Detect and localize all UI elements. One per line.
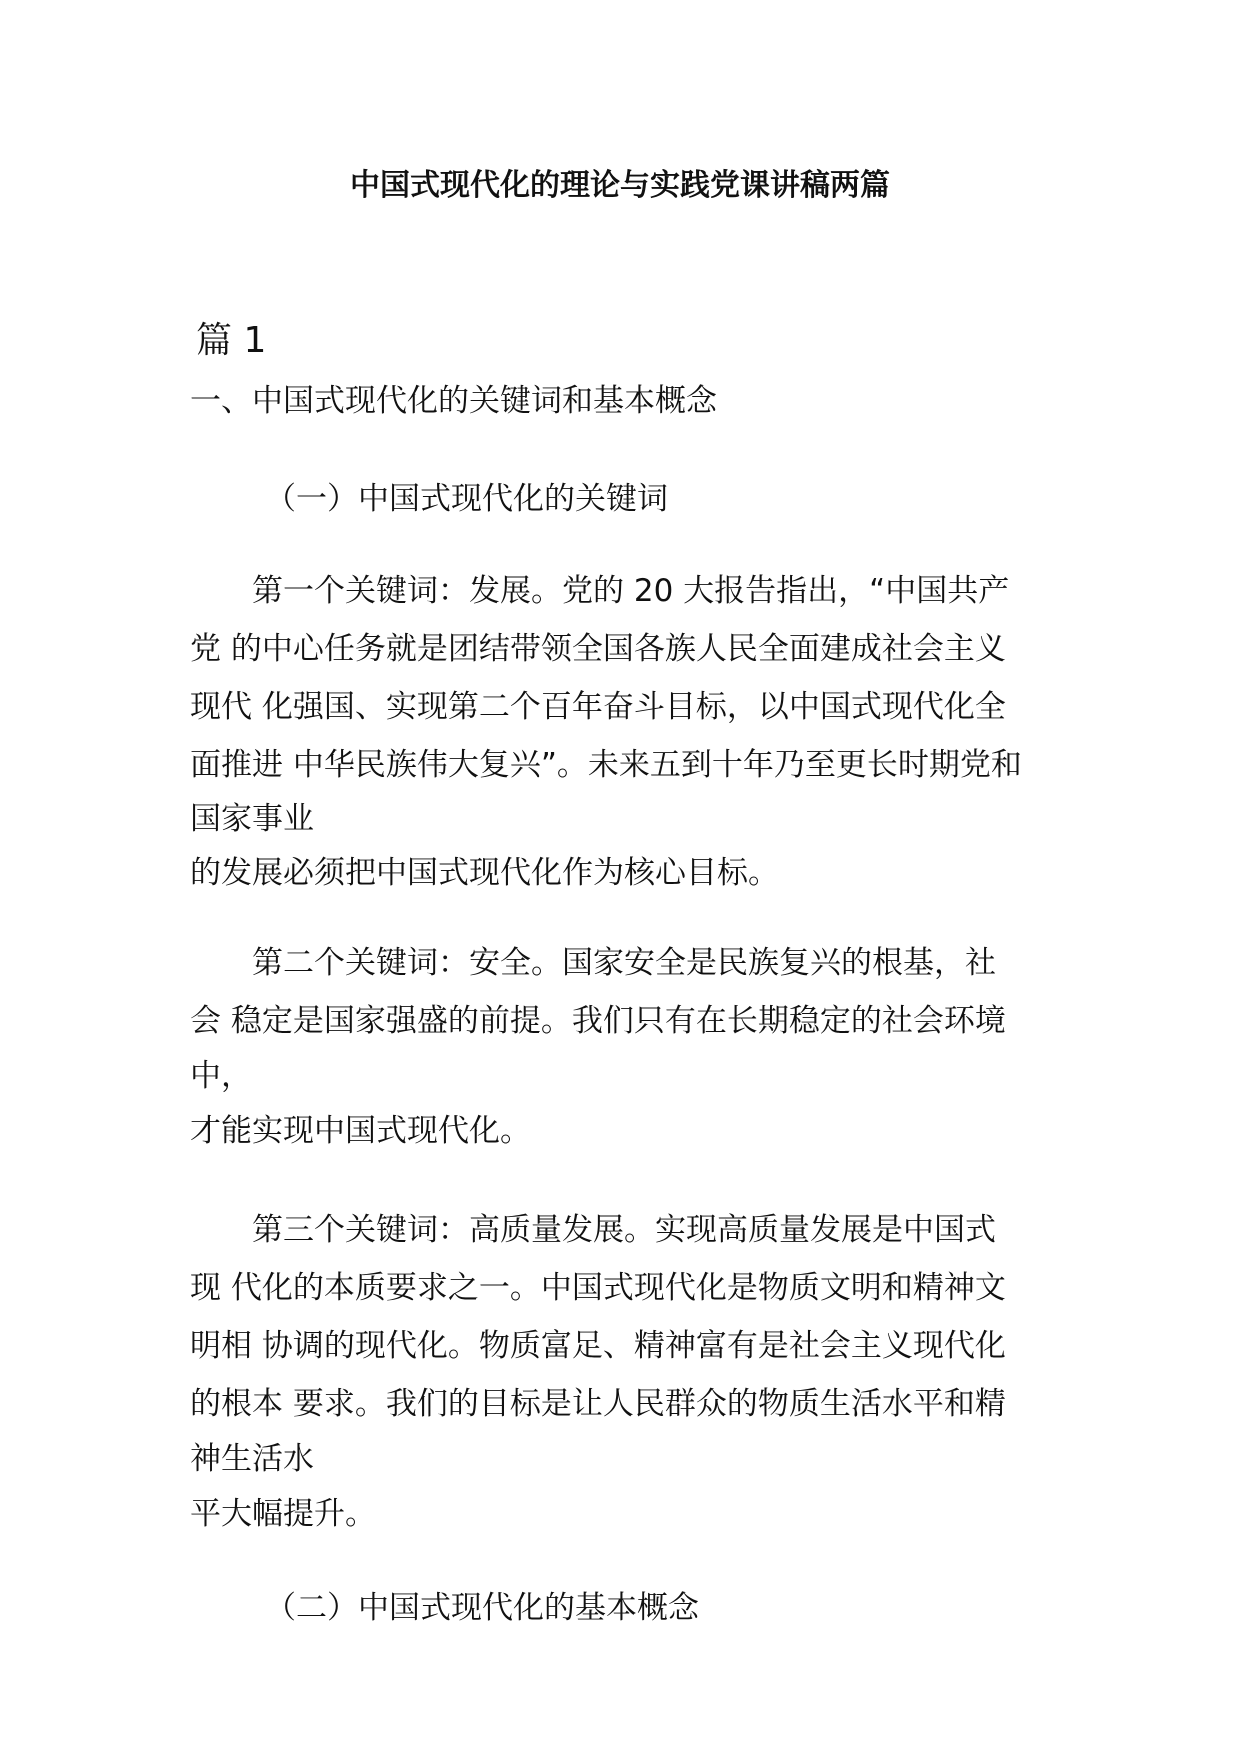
paragraph-line: 现 代化的本质要求之一。中国式现代化是物质文明和精神文 [190,1270,1006,1306]
subsection-heading-1: （一）中国式现代化的关键词 [265,481,668,517]
document-title: 中国式现代化的理论与实践党课讲稿两篇 [350,168,890,203]
paragraph-line: 第一个关键词：发展。党的 20 大报告指出，“中国共产 [190,573,1010,609]
part-heading: 篇 1 [196,320,267,361]
section-heading: 一、中国式现代化的关键词和基本概念 [190,383,717,419]
paragraph-line: 明相 协调的现代化。物质富足、精神富有是社会主义现代化 [190,1328,1006,1364]
paragraph-line: 才能实现中国式现代化。 [190,1113,531,1149]
paragraph-line: 神生活水 [190,1441,314,1477]
paragraph-line: 的发展必须把中国式现代化作为核心目标。 [190,855,779,891]
paragraph-line: 中， [190,1058,252,1094]
paragraph-line: 第二个关键词：安全。国家安全是民族复兴的根基，社 [190,945,996,981]
paragraph-line: 国家事业 [190,801,314,837]
subsection-heading-2: （二）中国式现代化的基本概念 [265,1590,699,1626]
paragraph-line: 第三个关键词：高质量发展。实现高质量发展是中国式 [190,1212,996,1248]
paragraph-line: 面推进 中华民族伟大复兴”。未来五到十年乃至更长时期党和 [190,747,1022,783]
paragraph-line: 会 稳定是国家强盛的前提。我们只有在长期稳定的社会环境 [190,1003,1006,1039]
paragraph-line: 党 的中心任务就是团结带领全国各族人民全面建成社会主义 [190,631,1006,667]
paragraph-line: 平大幅提升。 [190,1496,376,1532]
paragraph-line: 现代 化强国、实现第二个百年奋斗目标，以中国式现代化全 [190,689,1006,725]
paragraph-line: 的根本 要求。我们的目标是让人民群众的物质生活水平和精 [190,1386,1006,1422]
